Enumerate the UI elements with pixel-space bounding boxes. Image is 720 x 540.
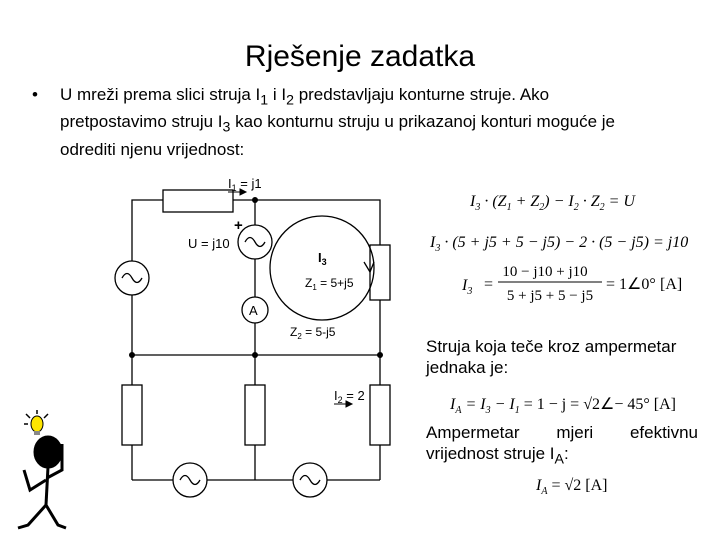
label-i1: $I_1 = j1$ xyxy=(228,176,262,193)
circuit-wires xyxy=(115,190,390,497)
label-z2: $Z_2 = 5-j5$ xyxy=(290,325,336,341)
svg-text:5 + j5 + 5 − j5: 5 + j5 + 5 − j5 xyxy=(506,288,594,304)
label-i3: $I_3$ xyxy=(318,250,327,267)
bullet-line-3: odrediti njenu vrijednost: xyxy=(60,139,245,159)
label-i2: $I_2 = 2$ xyxy=(334,388,365,405)
text-ammeter-effective-line2: vrijednost struje $I_A$: xyxy=(426,444,569,468)
resistor-z2 xyxy=(370,385,390,445)
text-ammeter-effective xyxy=(426,422,698,470)
text-ammeter-current xyxy=(426,336,706,378)
text-ammeter-current-line2: jednaka je: xyxy=(426,358,509,377)
loop-current-i3 xyxy=(270,216,374,320)
bullet-dot: • xyxy=(32,85,38,104)
text-ammeter-current-line1: Struja koja teče kroz ampermetar xyxy=(426,337,677,356)
text-ammeter-effective-line1: Ampermetar mjeri efektivnu xyxy=(426,423,698,442)
bullet-line-2: pretpostavimo struju $I_3$ kao konturnu struju u prikazanoj konturi moguće je xyxy=(60,112,615,136)
bullet-line-1: U mreži prema slici struja $I_1$ i $I_2$ predstavljaju konturne struje. Ako xyxy=(60,85,550,109)
svg-text:=: = xyxy=(484,276,494,293)
equation-5: $I_A = √2$ [A] xyxy=(536,477,608,497)
resistor-top xyxy=(163,190,233,212)
svg-text:10 − j10 + j10: 10 − j10 + j10 xyxy=(502,264,588,280)
equation-3 xyxy=(461,264,682,304)
lightbulb-icon xyxy=(24,410,48,435)
label-z1: $Z_1 = 5+j5$ xyxy=(305,276,354,292)
label-ammeter: A xyxy=(249,303,258,318)
equation-1: $I_3 \cdot (Z_1 + Z_2) - I_2 \cdot Z_2 = U$ xyxy=(470,193,635,213)
svg-text:= 1∠0°: = 1∠0° xyxy=(606,276,656,293)
stick-figure-clipart xyxy=(18,437,66,528)
label-u: U = j10 xyxy=(188,236,230,251)
equation-2: $I_3 \cdot (5 + j5 + 5 - j5) - 2 \cdot (5 - j5) = j10$ xyxy=(430,234,689,254)
resistor-bottom-middle xyxy=(245,385,265,445)
svg-text:I3: $I_3$ xyxy=(462,277,473,297)
resistor-z1 xyxy=(370,245,390,300)
resistor-bottom-left xyxy=(122,385,142,445)
svg-text:[A]: [A] xyxy=(660,276,683,293)
equation-4: $I_A = I_3 - I_1 = 1 - j$ = √2∠− 45° [A] xyxy=(450,396,676,416)
label-plus: + xyxy=(234,217,243,234)
slide-title: Rješenje zadatka xyxy=(244,40,476,73)
